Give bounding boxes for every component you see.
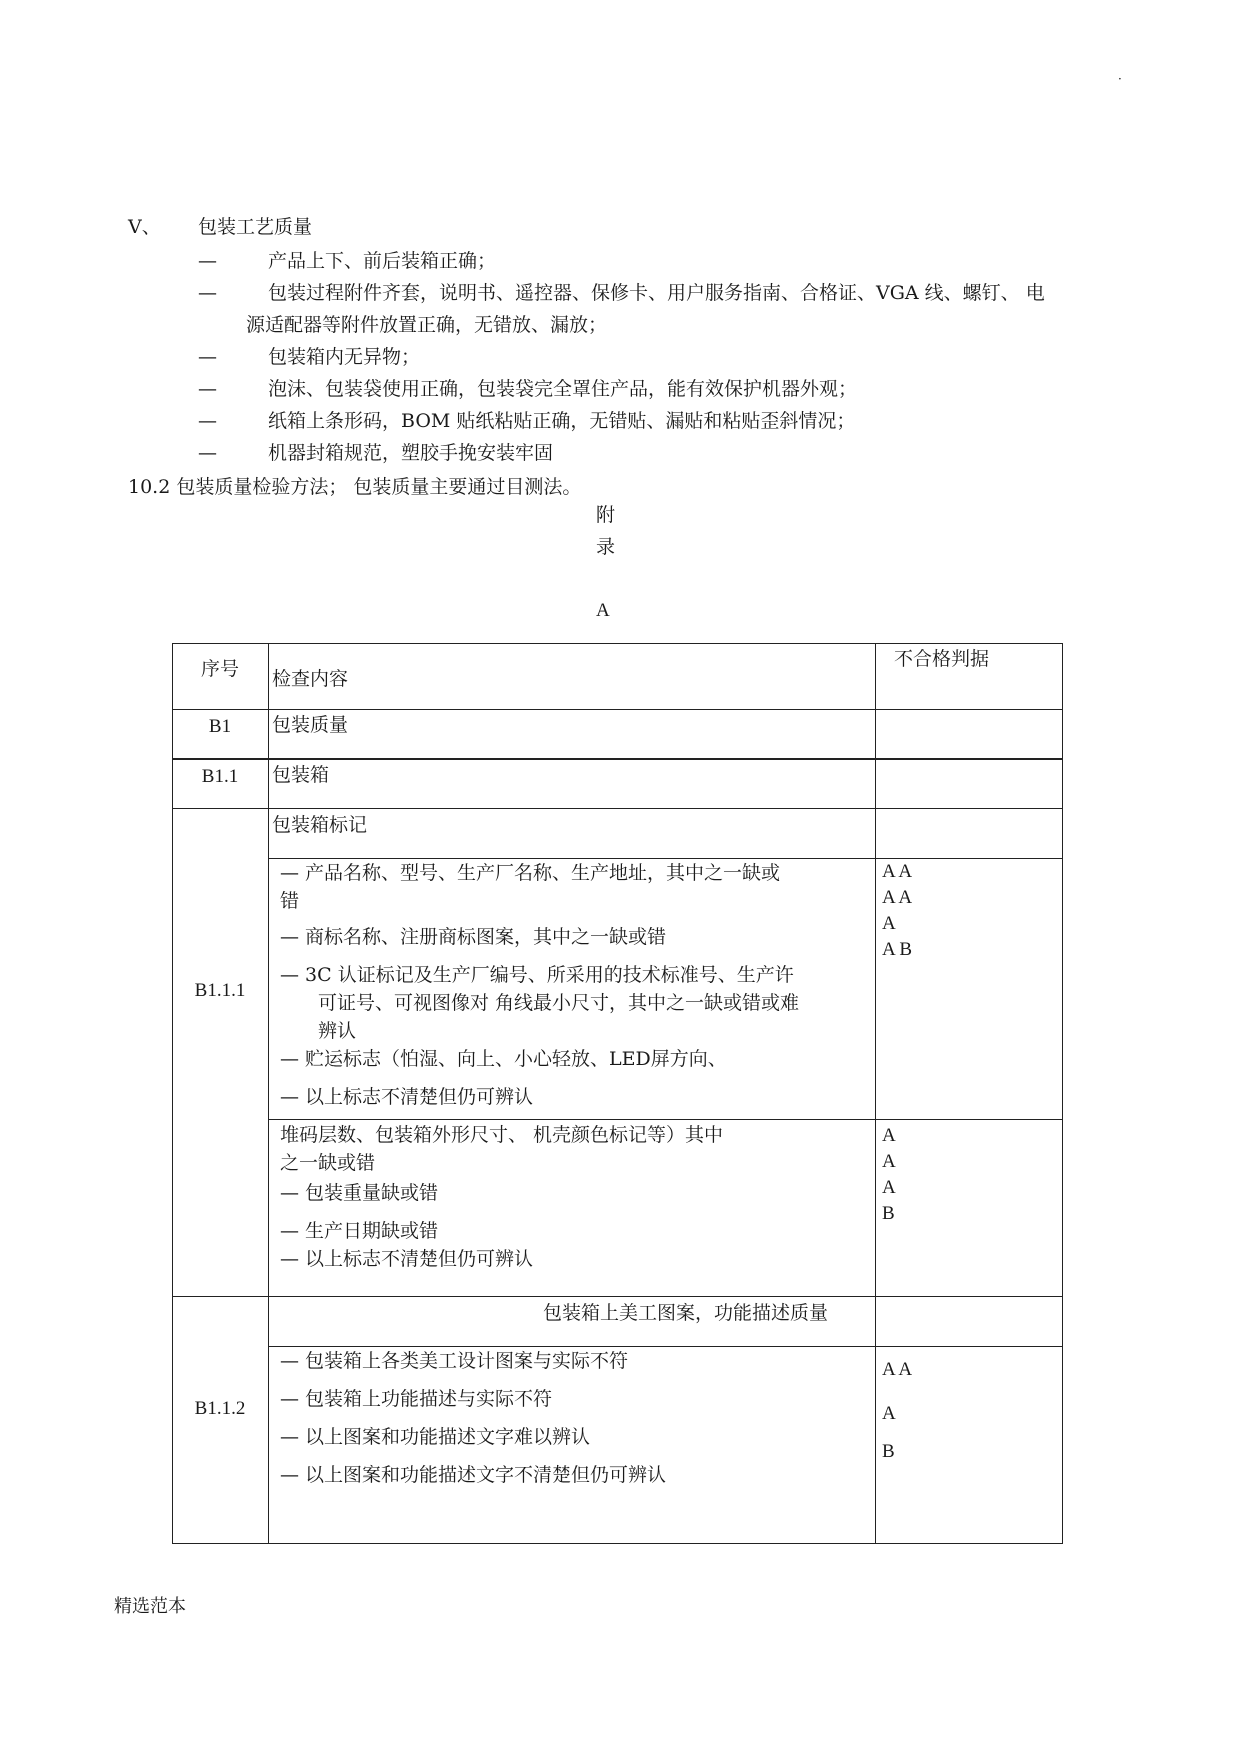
b111-line: 可证号、可视图像对 角线最小尺寸，其中之一缺或错或难	[318, 992, 800, 1014]
table-col-divider	[875, 643, 876, 1544]
appendix-letter: A	[596, 600, 610, 621]
b111-line: — 产品名称、型号、生产厂名称、生产地址，其中之一缺或	[280, 862, 781, 884]
table-border-top	[172, 643, 1063, 644]
dash-4: —	[198, 378, 217, 400]
b111-line: — 以上标志不清楚但仍可辨认	[280, 1086, 534, 1108]
footer-text: 精选范本	[114, 1596, 186, 1617]
b111-line: — 商标名称、注册商标图案，其中之一缺或错	[280, 926, 667, 948]
b112-grade: B	[882, 1441, 895, 1462]
b112-grade: A	[882, 1403, 896, 1424]
b112-line: — 包装箱上各类美工设计图案与实际不符	[280, 1350, 629, 1372]
b111-grade2: A	[882, 1151, 896, 1172]
b111-grade2: A	[882, 1177, 896, 1198]
row-content-b11: 包装箱	[272, 764, 330, 786]
b111-line: — 3C 认证标记及生产厂编号、所采用的技术标准号、生产许	[280, 964, 794, 986]
dash-6: —	[198, 442, 217, 464]
appendix-char-1: 附	[596, 504, 616, 526]
row-code-b1: B1	[208, 716, 232, 737]
dash-2: —	[198, 282, 217, 304]
dash-3: —	[198, 346, 217, 368]
item-2: 包装过程附件齐套，说明书、遥控器、保修卡、用户服务指南、合格证、VGA 线、螺钉、 电	[268, 282, 1045, 304]
b111-line2: — 以上标志不清楚但仍可辨认	[280, 1248, 534, 1270]
table-rule	[268, 1119, 1063, 1120]
dash-5: —	[198, 410, 217, 432]
row-code-b11: B1.1	[201, 766, 239, 787]
table-rule	[172, 709, 1063, 710]
b111-line: 辨认	[318, 1020, 357, 1042]
row-code-b112: B1.1.2	[194, 1398, 246, 1419]
corner-mark: ·	[1118, 72, 1122, 86]
row-content-b1: 包装质量	[272, 714, 349, 736]
b111-line: 错	[280, 890, 300, 912]
b111-grade: A A	[882, 887, 913, 908]
dash-1: —	[198, 250, 217, 272]
row-title-b111: 包装箱标记	[272, 814, 368, 836]
b111-grade2: A	[882, 1125, 896, 1146]
b111-line2: — 生产日期缺或错	[280, 1220, 439, 1242]
b111-grade: A	[882, 913, 896, 934]
table-rule	[172, 1296, 1063, 1297]
item-3: 包装箱内无异物；	[268, 346, 421, 368]
row-title-b112: 包装箱上美工图案，功能描述质量	[543, 1302, 829, 1324]
table-border-bottom	[172, 1543, 1063, 1544]
row-code-b111: B1.1.1	[194, 980, 246, 1001]
b111-grade2: B	[882, 1203, 895, 1224]
item-4: 泡沫、包装袋使用正确，包装袋完全罩住产品，能有效保护机器外观；	[268, 378, 858, 400]
item-2-cont: 源适配器等附件放置正确，无错放、漏放；	[246, 314, 608, 336]
section-number: V、	[128, 216, 161, 238]
header-criteria: 不合格判据	[894, 648, 990, 670]
b112-line: — 包装箱上功能描述与实际不符	[280, 1388, 553, 1410]
method-paragraph: 10.2 包装质量检验方法； 包装质量主要通过目测法。	[128, 476, 582, 498]
item-5: 纸箱上条形码，BOM 贴纸粘贴正确，无错贴、漏贴和粘贴歪斜情况；	[268, 410, 856, 432]
table-rule	[172, 808, 1063, 809]
header-no: 序号	[200, 658, 239, 680]
b112-line: — 以上图案和功能描述文字难以辨认	[280, 1426, 591, 1448]
item-6: 机器封箱规范，塑胶手挽安装牢固	[268, 442, 554, 464]
b112-grade: A A	[882, 1359, 913, 1380]
b111-line: — 贮运标志（怕湿、向上、小心轻放、LED屏方向、	[280, 1048, 727, 1070]
appendix-char-2: 录	[596, 536, 616, 558]
item-1: 产品上下、前后装箱正确；	[268, 250, 497, 272]
table-border-right	[1062, 643, 1063, 1544]
section-title: 包装工艺质量	[198, 216, 313, 238]
b111-grade: A A	[882, 861, 913, 882]
b111-line2: — 包装重量缺或错	[280, 1182, 439, 1204]
b112-line: — 以上图案和功能描述文字不清楚但仍可辨认	[280, 1464, 667, 1486]
header-content: 检查内容	[272, 668, 349, 690]
table-col-divider	[268, 643, 269, 1544]
b111-line2: 堆码层数、包装箱外形尺寸、 机壳颜色标记等）其中	[280, 1124, 724, 1146]
table-rule	[268, 1346, 1063, 1347]
b111-grade: A B	[882, 939, 913, 960]
b111-line2: 之一缺或错	[280, 1152, 376, 1174]
table-rule	[172, 758, 1063, 760]
table-rule	[268, 858, 1063, 859]
